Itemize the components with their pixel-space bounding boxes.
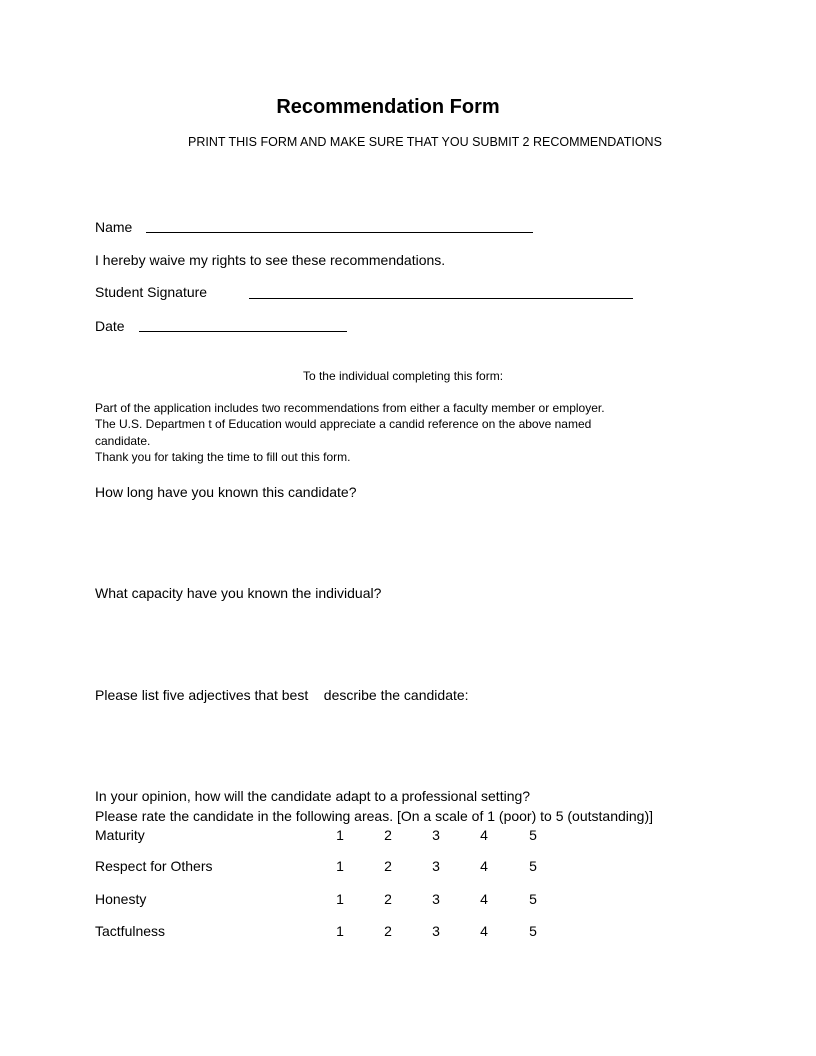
name-label: Name — [95, 219, 133, 235]
question-adjectives: Please list five adjectives that best describe the candidate: — [95, 687, 469, 703]
name-line[interactable] — [146, 232, 533, 233]
rating-option-5[interactable]: 5 — [529, 891, 537, 907]
date-line[interactable] — [139, 331, 347, 332]
rating-label-respect: Respect for Others — [95, 858, 213, 874]
rating-option-1[interactable]: 1 — [336, 858, 344, 874]
rating-option-4[interactable]: 4 — [480, 827, 488, 843]
instructions-line-2: The U.S. Departmen t of Education would appreciate a candid reference on the above named — [95, 417, 592, 431]
instructions-line-4: Thank you for taking the time to fill out this form. — [95, 450, 351, 464]
instructions-heading: To the individual completing this form: — [302, 369, 504, 383]
rating-option-2[interactable]: 2 — [384, 827, 392, 843]
rating-option-2[interactable]: 2 — [384, 891, 392, 907]
rating-label-tactfulness: Tactfulness — [95, 923, 166, 939]
rating-option-1[interactable]: 1 — [336, 891, 344, 907]
rating-option-4[interactable]: 4 — [480, 858, 488, 874]
instructions-line-3: candidate. — [95, 434, 151, 448]
rating-option-1[interactable]: 1 — [336, 827, 344, 843]
page-subtitle: PRINT THIS FORM AND MAKE SURE THAT YOU SUBMIT 2 RECOMMENDATIONS — [188, 135, 662, 149]
rating-option-4[interactable]: 4 — [480, 923, 488, 939]
rating-label-honesty: Honesty — [95, 891, 147, 907]
waiver-text: I hereby waive my rights to see these recommendations. — [95, 252, 446, 268]
rating-option-2[interactable]: 2 — [384, 923, 392, 939]
rating-option-2[interactable]: 2 — [384, 858, 392, 874]
page-title: Recommendation Form — [276, 96, 500, 118]
rating-option-3[interactable]: 3 — [432, 891, 440, 907]
question-professional-setting: In your opinion, how will the candidate adapt to a professional setting? — [95, 788, 531, 804]
rating-option-1[interactable]: 1 — [336, 923, 344, 939]
date-label: Date — [95, 318, 125, 334]
rating-option-3[interactable]: 3 — [432, 923, 440, 939]
rating-option-5[interactable]: 5 — [529, 827, 537, 843]
rating-option-5[interactable]: 5 — [529, 923, 537, 939]
rating-label-maturity: Maturity — [95, 827, 145, 843]
signature-line[interactable] — [249, 298, 633, 299]
question-rating-instructions: Please rate the candidate in the following areas. [On a scale of 1 (poor) to 5 (outstanding)] — [95, 808, 653, 824]
rating-option-5[interactable]: 5 — [529, 858, 537, 874]
rating-option-4[interactable]: 4 — [480, 891, 488, 907]
question-capacity: What capacity have you known the individual? — [95, 585, 382, 601]
rating-option-3[interactable]: 3 — [432, 827, 440, 843]
instructions-line-1: Part of the application includes two recommendations from either a faculty member or employer. — [95, 401, 605, 415]
rating-option-3[interactable]: 3 — [432, 858, 440, 874]
question-how-long: How long have you known this candidate? — [95, 484, 357, 500]
signature-label: Student Signature — [95, 284, 208, 300]
